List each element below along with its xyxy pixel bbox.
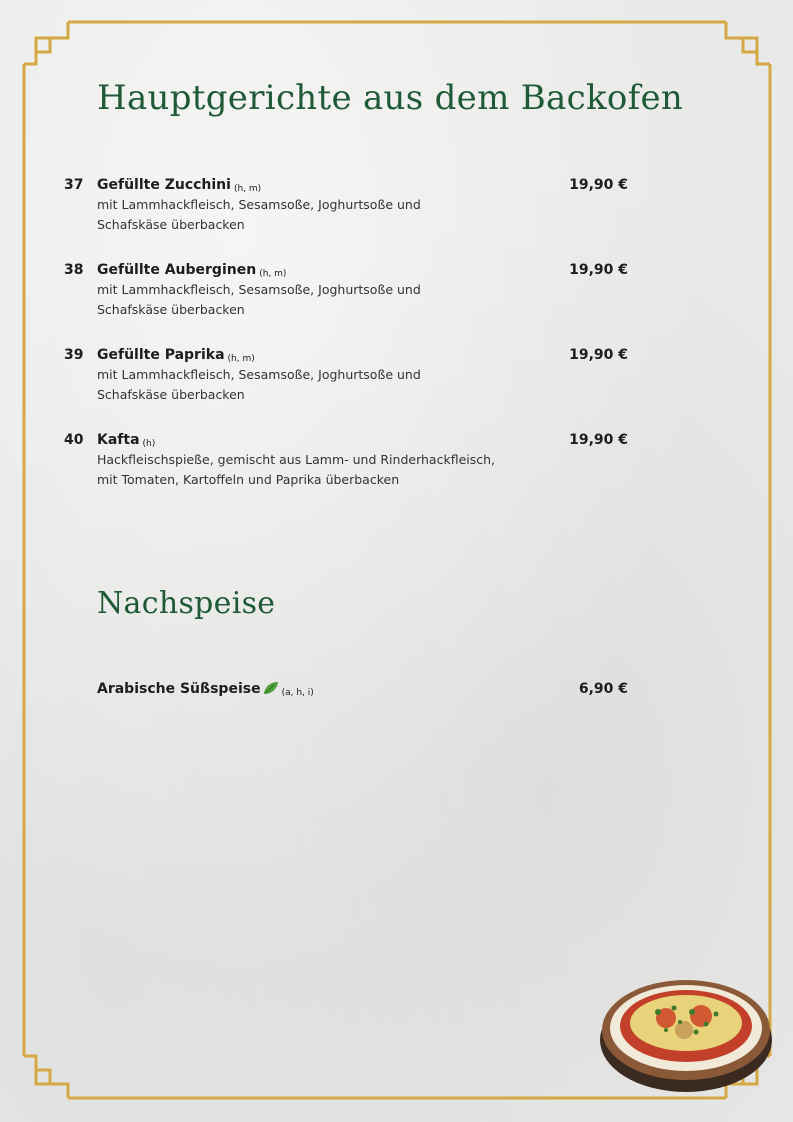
item-allergens: (h, m) <box>233 184 262 194</box>
item-number: 38 <box>64 262 84 278</box>
item-description-line: mit Lammhackfleisch, Sesamsoße, Joghurtsoße und <box>97 367 421 382</box>
item-price: 6,90 € <box>578 681 628 697</box>
item-allergens: (h) <box>142 439 156 449</box>
item-description-line: Schafskäse überbacken <box>97 387 245 402</box>
item-name: Arabische Süßspeise (a, h, i) <box>97 681 314 698</box>
item-name: Gefüllte Paprika (h, m) <box>97 347 255 364</box>
item-price: 19,90 € <box>569 432 628 448</box>
item-number: 37 <box>64 177 84 193</box>
menu-item <box>64 345 628 405</box>
item-description-line: mit Lammhackfleisch, Sesamsoße, Joghurtsoße und <box>97 282 421 297</box>
menu-item <box>64 175 628 235</box>
menu-item <box>64 260 628 320</box>
item-description-line: Schafskäse überbacken <box>97 217 245 232</box>
item-number: 39 <box>64 347 84 363</box>
leaf-icon <box>263 681 279 695</box>
item-allergens: (a, h, i) <box>281 688 314 698</box>
item-name: Gefüllte Zucchini (h, m) <box>97 177 262 194</box>
item-description-line: Schafskäse überbacken <box>97 302 245 317</box>
section-title-main-dishes: Hauptgerichte aus dem Backofen <box>97 78 684 118</box>
item-price: 19,90 € <box>569 347 628 363</box>
item-description-line: mit Tomaten, Kartoffeln und Paprika überbacken <box>97 472 400 487</box>
item-description-line: Hackfleischspieße, gemischt aus Lamm- und Rinderhackfleisch, <box>97 452 496 467</box>
dish-photo <box>596 968 776 1098</box>
item-number: 40 <box>64 432 84 448</box>
section-title-dessert: Nachspeise <box>97 586 276 621</box>
item-price: 19,90 € <box>569 262 628 278</box>
item-name: Gefüllte Auberginen (h, m) <box>97 262 287 279</box>
item-allergens: (h, m) <box>259 269 287 279</box>
item-allergens: (h, m) <box>227 354 255 364</box>
menu-item <box>64 430 628 490</box>
item-name: Kafta (h) <box>97 432 156 449</box>
item-price: 19,90 € <box>569 177 628 193</box>
item-description-line: mit Lammhackfleisch, Sesamsoße, Joghurtsoße und <box>97 197 421 212</box>
menu-item <box>64 679 628 699</box>
